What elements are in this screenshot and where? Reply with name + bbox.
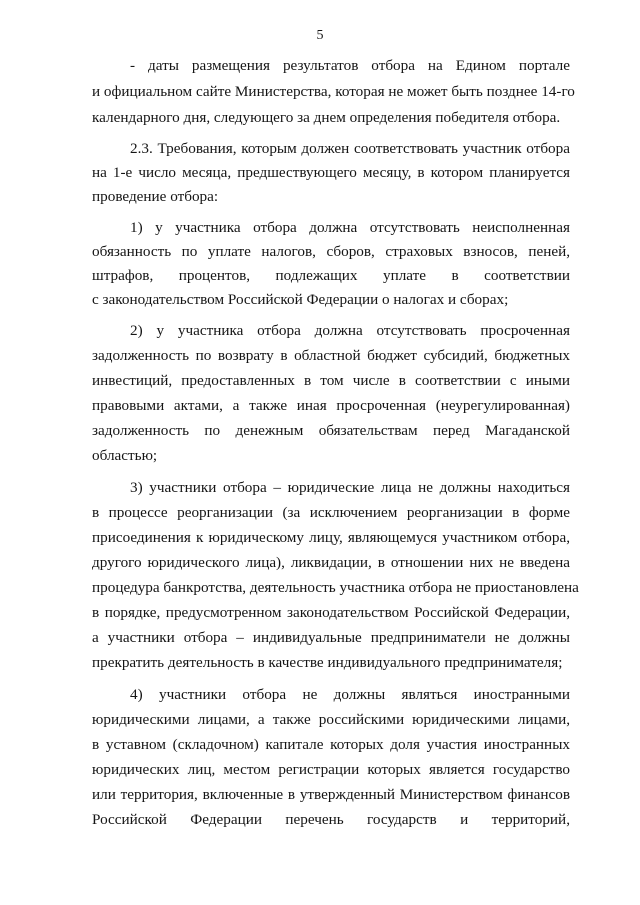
text-line: в уставном (складочном) капитале которых доля участия иностранных (92, 736, 570, 753)
text-line: проведение отбора: (92, 188, 219, 205)
text-line: а участники отбора – индивидуальные предприниматели не должны (92, 629, 570, 646)
text-line: с законодательством Российской Федерации о налогах и сборах; (92, 291, 509, 308)
text-line: - даты размещения результатов отбора на Едином портале (130, 57, 570, 74)
text-line: задолженность по денежным обязательствам перед Магаданской (92, 422, 570, 439)
text-line: в порядке, предусмотренном законодательством Российской Федерации, (92, 604, 570, 621)
text-line: на 1-е число месяца, предшествующего месяцу, в котором планируется (92, 164, 570, 181)
text-line: 2.3. Требования, которым должен соответствовать участник отбора (130, 140, 570, 157)
text-line: 1) у участника отбора должна отсутствовать неисполненная (130, 219, 570, 236)
text-line: или территория, включенные в утвержденный Министерством финансов (92, 786, 570, 803)
text-line: присоединения к юридическому лицу, являющемуся участником отбора, (92, 529, 570, 546)
text-line: юридическими лицами, а также российскими юридическими лицами, (92, 711, 570, 728)
page-number: 5 (316, 28, 324, 43)
text-line: областью; (92, 447, 158, 464)
text-line: инвестиций, предоставленных в том числе в соответствии с иными (92, 372, 570, 389)
text-line: штрафов, процентов, подлежащих уплате в соответствии (92, 267, 570, 284)
text-line: 3) участники отбора – юридические лица не должны находиться (130, 479, 570, 496)
text-line: обязанность по уплате налогов, сборов, страховых взносов, пеней, (92, 243, 570, 260)
text-line: в процессе реорганизации (за исключением реорганизации в форме (92, 504, 570, 521)
text-line: 2) у участника отбора должна отсутствовать просроченная (130, 322, 570, 339)
text-line: Российской Федерации перечень государств и территорий, (92, 811, 570, 828)
text-line: и официальном сайте Министерства, которая не может быть позднее 14-го (92, 83, 575, 100)
text-line: другого юридического лица), ликвидации, в отношении них не введена (92, 554, 570, 571)
text-line: процедура банкротства, деятельность участника отбора не приостановлена (92, 579, 579, 596)
text-line: задолженность по возврату в областной бюджет субсидий, бюджетных (92, 347, 570, 364)
text-line: прекратить деятельность в качестве индивидуального предпринимателя; (92, 654, 563, 671)
text-line: 4) участники отбора не должны являться иностранными (130, 686, 570, 703)
text-line: календарного дня, следующего за днем определения победителя отбора. (92, 109, 561, 126)
text-line: правовыми актами, а также иная просроченная (неурегулированная) (92, 397, 570, 414)
text-line: юридических лиц, местом регистрации которых является государство (92, 761, 570, 778)
